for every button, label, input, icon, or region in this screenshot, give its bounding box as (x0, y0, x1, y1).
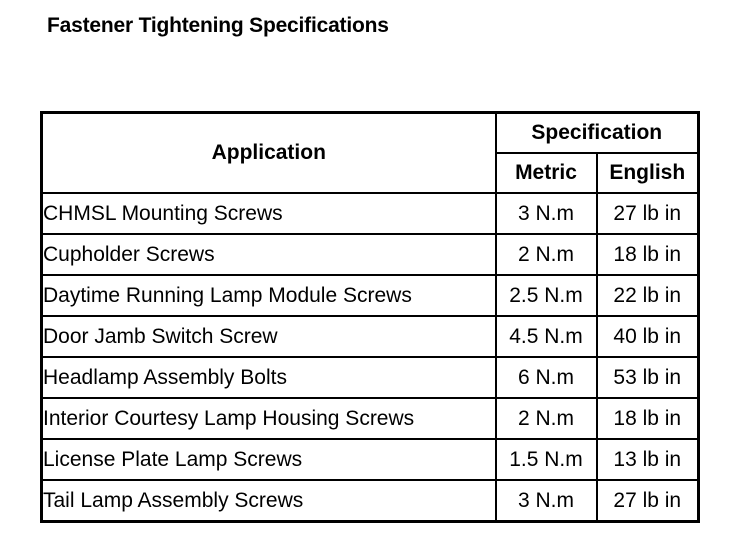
header-specification: Specification (496, 113, 699, 154)
english-cell: 18 lb in (597, 234, 699, 275)
english-cell: 27 lb in (597, 193, 699, 234)
table-row (42, 480, 699, 522)
metric-cell: 6 N.m (496, 357, 597, 398)
application-cell: Door Jamb Switch Screw (42, 316, 496, 357)
english-cell: 22 lb in (597, 275, 699, 316)
table-row (42, 316, 699, 357)
fastener-spec-table (40, 111, 700, 523)
metric-cell: 2.5 N.m (496, 275, 597, 316)
header-english: English (597, 153, 699, 193)
application-cell: CHMSL Mounting Screws (42, 193, 496, 234)
application-cell: Headlamp Assembly Bolts (42, 357, 496, 398)
english-cell: 27 lb in (597, 480, 699, 522)
metric-cell: 1.5 N.m (496, 439, 597, 480)
english-cell: 13 lb in (597, 439, 699, 480)
english-cell: 18 lb in (597, 398, 699, 439)
metric-cell: 3 N.m (496, 193, 597, 234)
page-title: Fastener Tightening Specifications (47, 14, 389, 37)
metric-cell: 4.5 N.m (496, 316, 597, 357)
application-cell: Interior Courtesy Lamp Housing Screws (42, 398, 496, 439)
header-application: Application (42, 113, 496, 194)
table-row (42, 193, 699, 234)
header-metric: Metric (496, 153, 597, 193)
english-cell: 40 lb in (597, 316, 699, 357)
application-cell: License Plate Lamp Screws (42, 439, 496, 480)
table-row (42, 357, 699, 398)
metric-cell: 3 N.m (496, 480, 597, 522)
application-cell: Daytime Running Lamp Module Screws (42, 275, 496, 316)
table-row (42, 234, 699, 275)
english-cell: 53 lb in (597, 357, 699, 398)
table-row (42, 439, 699, 480)
application-cell: Cupholder Screws (42, 234, 496, 275)
table-row (42, 398, 699, 439)
metric-cell: 2 N.m (496, 398, 597, 439)
application-cell: Tail Lamp Assembly Screws (42, 480, 496, 522)
table-row (42, 275, 699, 316)
metric-cell: 2 N.m (496, 234, 597, 275)
